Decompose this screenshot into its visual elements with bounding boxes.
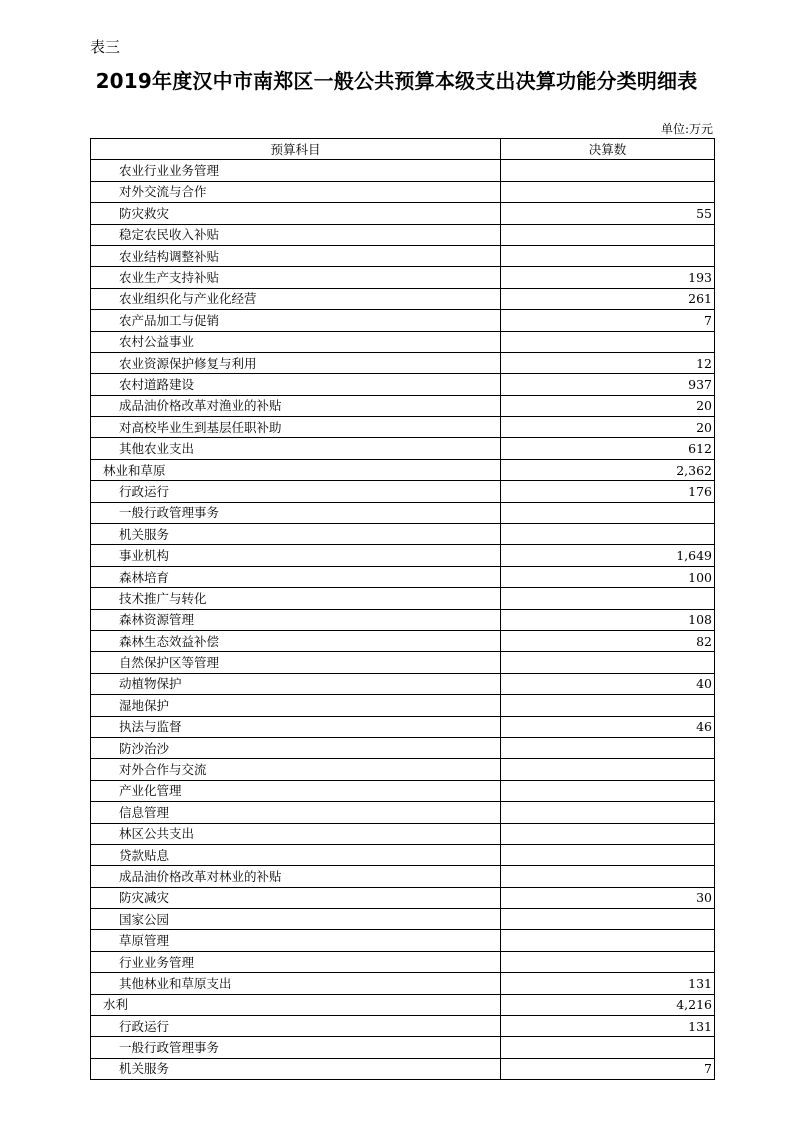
table-body (91, 160, 715, 1080)
table-row (91, 973, 715, 994)
final-amount: 131 (501, 973, 715, 994)
budget-item-name: 农产品加工与促销 (91, 310, 501, 331)
table-row (91, 438, 715, 459)
budget-item-name: 其他林业和草原支出 (91, 973, 501, 994)
table-row (91, 588, 715, 609)
table-row (91, 716, 715, 737)
budget-item-name: 防沙治沙 (91, 737, 501, 758)
table-row (91, 652, 715, 673)
final-amount: 7 (501, 1058, 715, 1079)
table-row (91, 844, 715, 865)
table-row (91, 1037, 715, 1058)
budget-item-name: 林业和草原 (91, 459, 501, 480)
budget-item-name: 技术推广与转化 (91, 588, 501, 609)
final-amount: 100 (501, 566, 715, 587)
table-row (91, 224, 715, 245)
final-amount: 7 (501, 310, 715, 331)
table-row (91, 160, 715, 181)
table-row (91, 630, 715, 651)
table-row (91, 780, 715, 801)
table-row (91, 930, 715, 951)
final-amount (501, 245, 715, 266)
budget-item-name: 农业行业业务管理 (91, 160, 501, 181)
final-amount: 20 (501, 417, 715, 438)
final-amount: 20 (501, 395, 715, 416)
final-amount: 176 (501, 481, 715, 502)
final-amount: 40 (501, 673, 715, 694)
budget-item-name: 对高校毕业生到基层任职补助 (91, 417, 501, 438)
budget-item-name: 森林资源管理 (91, 609, 501, 630)
budget-expenditure-table (90, 138, 715, 1080)
table-number-label: 表三 (90, 38, 121, 56)
final-amount (501, 759, 715, 780)
budget-item-name: 稳定农民收入补贴 (91, 224, 501, 245)
table-row (91, 951, 715, 972)
budget-item-name: 一般行政管理事务 (91, 1037, 501, 1058)
budget-item-name: 湿地保护 (91, 695, 501, 716)
table-row (91, 802, 715, 823)
final-amount (501, 1037, 715, 1058)
budget-item-name: 防灾减灾 (91, 887, 501, 908)
budget-item-name: 信息管理 (91, 802, 501, 823)
final-amount: 937 (501, 374, 715, 395)
table-row (91, 1058, 715, 1079)
final-amount: 131 (501, 1016, 715, 1037)
budget-item-name: 国家公园 (91, 909, 501, 930)
table-row (91, 203, 715, 224)
final-amount: 2,362 (501, 459, 715, 480)
final-amount (501, 502, 715, 523)
budget-item-name: 一般行政管理事务 (91, 502, 501, 523)
budget-item-name: 防灾救灾 (91, 203, 501, 224)
final-amount: 4,216 (501, 994, 715, 1015)
unit-note: 单位:万元 (660, 122, 713, 136)
final-amount: 261 (501, 288, 715, 309)
final-amount: 612 (501, 438, 715, 459)
table-row (91, 609, 715, 630)
budget-item-name: 农村道路建设 (91, 374, 501, 395)
table-row (91, 288, 715, 309)
table-row (91, 695, 715, 716)
table-row (91, 545, 715, 566)
table-row (91, 331, 715, 352)
budget-item-name: 执法与监督 (91, 716, 501, 737)
budget-item-name: 自然保护区等管理 (91, 652, 501, 673)
budget-item-name: 机关服务 (91, 1058, 501, 1079)
column-header-final-amount: 决算数 (501, 139, 715, 160)
column-header-budget-item: 预算科目 (91, 139, 501, 160)
budget-item-name: 事业机构 (91, 545, 501, 566)
final-amount: 1,649 (501, 545, 715, 566)
budget-item-name: 对外合作与交流 (91, 759, 501, 780)
table-row (91, 673, 715, 694)
final-amount: 46 (501, 716, 715, 737)
budget-item-name: 农村公益事业 (91, 331, 501, 352)
table-row (91, 737, 715, 758)
budget-item-name: 行政运行 (91, 1016, 501, 1037)
final-amount (501, 802, 715, 823)
table-row (91, 459, 715, 480)
table-row (91, 866, 715, 887)
table-row (91, 395, 715, 416)
budget-item-name: 动植物保护 (91, 673, 501, 694)
page-title: 2019年度汉中市南郑区一般公共预算本级支出决算功能分类明细表 (95, 69, 698, 93)
final-amount (501, 524, 715, 545)
budget-item-name: 森林生态效益补偿 (91, 630, 501, 651)
budget-item-name: 其他农业支出 (91, 438, 501, 459)
budget-item-name: 成品油价格改革对林业的补贴 (91, 866, 501, 887)
final-amount (501, 780, 715, 801)
budget-item-name: 农业生产支持补贴 (91, 267, 501, 288)
table-row (91, 502, 715, 523)
final-amount (501, 224, 715, 245)
budget-item-name: 行业业务管理 (91, 951, 501, 972)
final-amount (501, 652, 715, 673)
table-row (91, 823, 715, 844)
final-amount (501, 823, 715, 844)
table-row (91, 524, 715, 545)
final-amount: 82 (501, 630, 715, 651)
final-amount (501, 181, 715, 202)
budget-item-name: 水利 (91, 994, 501, 1015)
table-row (91, 310, 715, 331)
table-row (91, 1016, 715, 1037)
final-amount (501, 844, 715, 865)
final-amount: 30 (501, 887, 715, 908)
table-row (91, 417, 715, 438)
budget-item-name: 贷款贴息 (91, 844, 501, 865)
table-row (91, 759, 715, 780)
table-row (91, 994, 715, 1015)
table-row (91, 352, 715, 373)
final-amount (501, 695, 715, 716)
budget-item-name: 农业组织化与产业化经营 (91, 288, 501, 309)
table-row (91, 245, 715, 266)
budget-item-name: 农业资源保护修复与利用 (91, 352, 501, 373)
final-amount (501, 737, 715, 758)
table-row (91, 374, 715, 395)
final-amount (501, 951, 715, 972)
final-amount: 108 (501, 609, 715, 630)
table-row (91, 566, 715, 587)
budget-item-name: 机关服务 (91, 524, 501, 545)
final-amount: 12 (501, 352, 715, 373)
table-row (91, 267, 715, 288)
budget-item-name: 行政运行 (91, 481, 501, 502)
final-amount (501, 866, 715, 887)
budget-item-name: 产业化管理 (91, 780, 501, 801)
table-row (91, 909, 715, 930)
budget-item-name: 成品油价格改革对渔业的补贴 (91, 395, 501, 416)
final-amount: 193 (501, 267, 715, 288)
table-header-row (91, 139, 715, 160)
final-amount (501, 588, 715, 609)
table-row (91, 181, 715, 202)
budget-item-name: 森林培育 (91, 566, 501, 587)
final-amount (501, 909, 715, 930)
budget-item-name: 对外交流与合作 (91, 181, 501, 202)
final-amount (501, 160, 715, 181)
budget-item-name: 林区公共支出 (91, 823, 501, 844)
final-amount: 55 (501, 203, 715, 224)
table-row (91, 887, 715, 908)
final-amount (501, 331, 715, 352)
final-amount (501, 930, 715, 951)
table-row (91, 481, 715, 502)
budget-item-name: 草原管理 (91, 930, 501, 951)
budget-item-name: 农业结构调整补贴 (91, 245, 501, 266)
